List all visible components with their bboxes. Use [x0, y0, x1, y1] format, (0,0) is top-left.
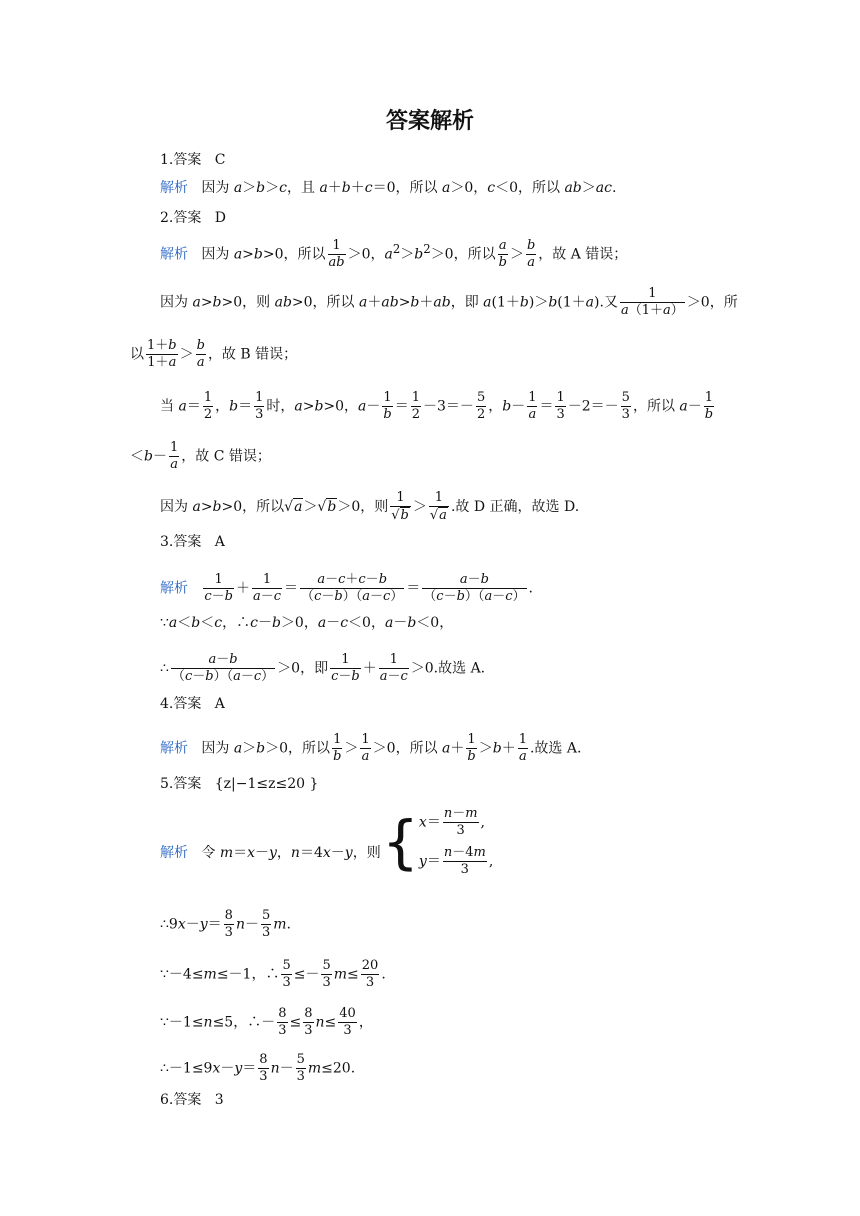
q6-answer-line: [160, 1092, 224, 1108]
q5-answer-label: 5.答案: [160, 776, 202, 792]
q4-answer-label: 4.答案: [160, 696, 202, 712]
q4-solution: 解析 因为 a＞b＞0，所以 $\frac{1}{b}$ ＞ $\frac{1}{a}$ ＞0，所以 a＋ $\frac{1}{b}$ ＞b＋ $\frac{1}{a}$ .故选 A.: [160, 732, 582, 764]
q1-answer-label: 1.答案: [160, 152, 202, 168]
q5-solution-line-2: ∴9x－y＝ $\frac{8}{3}$ n－ $\frac{5}{3}$ m.: [160, 908, 291, 940]
q1-solution: 解析 因为 a＞b＞c，且 a＋b＋c＝0，所以 a＞0，c＜0，所以 ab＞ac.: [160, 180, 617, 196]
q2-solution-line-2: 因为 a>b>0，则 ab>0，所以 a＋ab>b＋ab，即 a(1＋b)＞b(1＋a).又 $\frac{1}{a(1+a)}$ ＞0，所: [160, 286, 738, 318]
q3-answer: A: [214, 534, 225, 550]
q2-solution-line-6: 因为 a>b>0，所以√a＞√b＞0，则 $\frac{1}{√b}$ ＞ $\frac{1}{√a}$ .故 D 正确，故选 D.: [160, 490, 580, 523]
q3-solution-label: 解析: [160, 580, 188, 597]
q2-answer-label: 2.答案: [160, 210, 202, 226]
q2-solution-line-4: 当 a＝ $\frac{1}{2}$ ，b＝ $\frac{1}{3}$ 时，a>b>0，a－ $\frac{1}{b}$ ＝ $\frac{1}{2}$ －3＝－ $\frac{5}{2}$ ，b－ $\frac{1}{a}$ ＝ $\frac{1}{3}$ －2＝－ $\frac{5}{3}$ ，所以 a－ $\frac{1}{b}$: [160, 390, 714, 422]
q1-solution-label: 解析: [160, 180, 188, 196]
q5-solution-line-1: 解析 令 m＝x－y，n＝4x－y，则: [160, 845, 381, 861]
q5-equation-system: { x＝ $\frac{n-m}{3}$ , y＝ $\frac{n-4m}{3}$ ,: [382, 806, 494, 877]
q2-solution-label: 解析: [160, 246, 188, 263]
q2-answer-line: [160, 210, 226, 226]
q3-solution-line-3: ∴ $\frac{a-b}{(c-b)(a-c)}$ ＞0，即 $\frac{1}{c-b}$ ＋ $\frac{1}{a-c}$ ＞0.故选 A.: [160, 652, 486, 684]
q1-answer-line: [160, 152, 225, 168]
q1-answer: C: [214, 152, 226, 168]
q5-solution-line-4: ∵－1≤n≤5，∴－ $\frac{8}{3}$ ≤ $\frac{8}{3}$ n≤ $\frac{40}{3}$ ，: [160, 1006, 373, 1038]
q3-answer-line: [160, 534, 225, 550]
q3-answer-label: 3.答案: [160, 534, 202, 550]
q2-solution-line-1: 解析 因为 a>b>0，所以 $\frac{1}{ab}$ ＞0，$a^2>b^2>0$，所以 $\frac{a}{b}$ ＞ $\frac{b}{a}$ ，故 A 错误；: [160, 238, 628, 270]
q6-answer-label: 6.答案: [160, 1092, 202, 1108]
q4-answer: A: [214, 696, 225, 712]
q2-solution-line-3: 以 $\frac{1+b}{1+a}$ ＞ $\frac{b}{a}$ ，故 B 错误；: [130, 338, 298, 370]
q5-solution-line-3: ∵－4≤m≤－1，∴ $\frac{5}{3}$ ≤－ $\frac{5}{3}$ m≤ $\frac{20}{3}$ .: [160, 958, 386, 990]
q4-solution-label: 解析: [160, 740, 188, 757]
q3-solution-line-2: ∵a＜b＜c，∴c－b＞0，a－c＜0，a－b＜0，: [160, 615, 454, 631]
q5-solution-line-5: ∴－1≤9x－y＝ $\frac{8}{3}$ n－ $\frac{5}{3}$ m≤20.: [160, 1052, 356, 1084]
q6-answer: 3: [214, 1092, 224, 1108]
q2-answer: D: [214, 210, 226, 226]
q3-solution-line-1: 解析 $\frac{1}{c-b}$ ＋ $\frac{1}{a-c}$ ＝ $\frac{a-c+c-b}{(c-b)(a-c)}$ ＝ $\frac{a-b}{(c-b)(a-c)}$ .: [160, 572, 533, 604]
q5-answer: {z|−1≤z≤20 }: [214, 776, 319, 792]
q5-answer-line: [160, 776, 318, 792]
q4-answer-line: [160, 696, 225, 712]
q5-solution-label: 解析: [160, 845, 188, 861]
page-title: 答案解析: [385, 109, 474, 134]
q2-solution-line-5: ＜b－ $\frac{1}{a}$ ，故 C 错误；: [130, 440, 271, 472]
